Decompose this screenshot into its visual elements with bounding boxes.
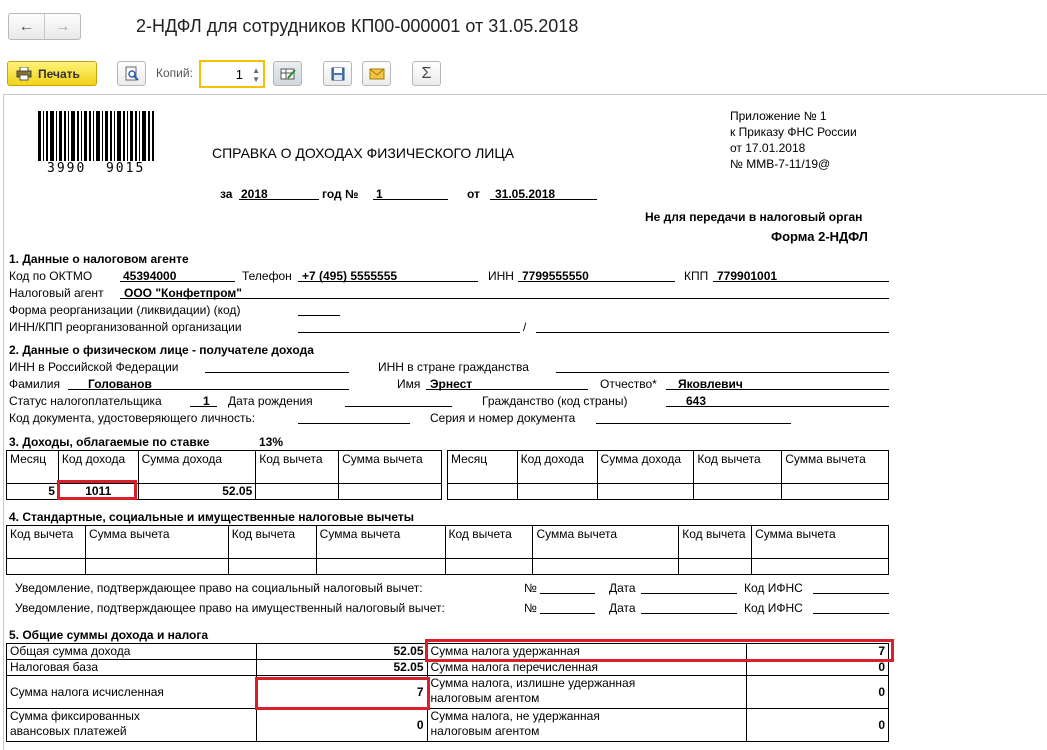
col-header: Сумма вычета <box>339 451 442 484</box>
patronymic-label: Отчество* <box>600 377 657 391</box>
income-month: 5 <box>7 484 59 500</box>
status-value: 1 <box>203 394 210 408</box>
print-button-label: Печать <box>38 66 80 81</box>
total-income-label: Общая сумма дохода <box>7 644 257 660</box>
notice-no-label: № <box>524 601 537 615</box>
tax-base-label: Налоговая база <box>7 660 257 676</box>
reorg-inn-label: ИНН/КПП реорганизованной организации <box>9 320 242 334</box>
for-label: за <box>220 187 233 201</box>
over-withheld-value: 0 <box>747 676 889 709</box>
section-4-title: 4. Стандартные, социальные и имущественные налоговые вычеты <box>9 510 414 524</box>
notice-ifns-label: Код ИФНС <box>744 581 803 595</box>
inn-rf-label: ИНН в Российской Федерации <box>9 360 179 374</box>
col-header: Сумма вычета <box>782 451 889 484</box>
section-1-title: 1. Данные о налоговом агенте <box>9 252 189 266</box>
sum-button[interactable] <box>412 61 441 86</box>
agent-label: Налоговый агент <box>9 286 104 300</box>
save-button[interactable] <box>323 61 352 86</box>
arrow-right-icon: → <box>54 17 71 35</box>
tax-base-value: 52.05 <box>256 660 427 676</box>
from-label: от <box>467 187 480 201</box>
not-withheld-label-line: налоговым агентом <box>430 724 540 738</box>
barcode-icon <box>38 111 154 161</box>
col-header: Код дохода <box>58 451 138 484</box>
not-withheld-label <box>427 709 747 742</box>
deductions-table <box>6 525 889 575</box>
highlight-income-code <box>57 480 137 500</box>
table-row <box>7 559 889 575</box>
withheld-label: Сумма налога удержанная <box>427 644 747 660</box>
report-year: 2018 <box>241 187 268 201</box>
kpp-label: КПП <box>684 269 709 283</box>
col-header: Сумма вычета <box>316 526 445 559</box>
name-label: Имя <box>397 377 421 391</box>
envelope-icon <box>369 68 385 80</box>
copies-spinner-icon[interactable]: ▲ ▼ <box>252 66 260 84</box>
kpp-value: 779901001 <box>717 269 778 283</box>
notice-social-label: Уведомление, подтверждающее право на социальный налоговый вычет: <box>15 581 423 595</box>
income-table-right <box>447 450 889 500</box>
oktmo-value: 45394000 <box>123 269 177 283</box>
appendix-line: № ММВ-7-11/19@ <box>730 157 831 171</box>
forward-button[interactable] <box>44 14 80 39</box>
inn-country-label: ИНН в стране гражданства <box>378 360 529 374</box>
over-withheld-label-line: налоговым агентом <box>430 691 540 705</box>
phone-value: +7 (495) 5555555 <box>302 269 398 283</box>
col-header: Код вычета <box>256 451 339 484</box>
back-button[interactable] <box>9 14 44 39</box>
tax-calc-value: 7 <box>256 676 427 709</box>
income-code: 1011 <box>58 484 138 500</box>
deduction-code-cell <box>256 484 339 500</box>
sigma-icon: Σ <box>421 64 432 82</box>
col-header: Код вычета <box>694 451 782 484</box>
not-withheld-value: 0 <box>747 709 889 742</box>
over-withheld-label <box>427 676 747 709</box>
total-income-value: 52.05 <box>256 644 427 660</box>
appendix-line: Приложение № 1 <box>730 109 827 123</box>
appendix-note <box>730 108 857 172</box>
col-header: Код вычета <box>7 526 86 559</box>
doc-series-label: Серия и номер документа <box>430 411 576 425</box>
col-header: Сумма вычета <box>533 526 679 559</box>
navigation-buttons <box>8 13 81 40</box>
window-title: 2-НДФЛ для сотрудников КП00-000001 от 31.05.2018 <box>136 16 579 36</box>
floppy-disk-icon <box>331 67 345 81</box>
col-header: Сумма вычета <box>85 526 228 559</box>
highlight-tax-calculated <box>255 677 430 710</box>
print-button[interactable] <box>7 61 97 86</box>
tax-rate: 13% <box>259 435 284 449</box>
inn-value: 7799555550 <box>522 269 589 283</box>
number-label: год № <box>322 187 359 201</box>
col-header: Код вычета <box>679 526 752 559</box>
reorg-form-label: Форма реорганизации (ликвидации) (код) <box>9 303 241 317</box>
toolbar <box>0 60 1047 88</box>
barcode-number: 3990 9015 <box>47 161 146 176</box>
citizenship-value: 643 <box>686 394 707 408</box>
fixed-payments-label-line: Сумма фиксированных <box>10 709 140 723</box>
income-amount: 52.05 <box>138 484 256 500</box>
notice-ifns-label: Код ИФНС <box>744 601 803 615</box>
fixed-payments-label-line: авансовых платежей <box>10 724 127 738</box>
col-header: Месяц <box>448 451 518 484</box>
edit-mode-button[interactable] <box>273 61 302 86</box>
transferred-value: 0 <box>747 660 889 676</box>
copies-label: Копий: <box>156 66 193 80</box>
col-header: Код вычета <box>445 526 533 559</box>
fixed-payments-value: 0 <box>256 709 427 742</box>
not-for-transfer: Не для передачи в налоговый орган <box>645 210 863 224</box>
section-5-title: 5. Общие суммы дохода и налога <box>9 628 209 642</box>
printer-icon <box>16 67 32 81</box>
highlight-tax-withheld <box>425 639 894 662</box>
inn-label: ИНН <box>488 269 514 283</box>
section-2-title: 2. Данные о физическом лице - получателе дохода <box>9 343 314 357</box>
notice-no-label: № <box>524 581 537 595</box>
col-header: Сумма дохода <box>138 451 256 484</box>
col-header: Сумма вычета <box>752 526 889 559</box>
table-edit-icon <box>280 67 296 81</box>
col-header: Код дохода <box>517 451 597 484</box>
transferred-label: Сумма налога перечисленная <box>427 660 747 676</box>
document-title: СПРАВКА О ДОХОДАХ ФИЗИЧЕСКОГО ЛИЦА <box>212 145 515 161</box>
notice-property-label: Уведомление, подтверждающее право на имущественный налоговый вычет: <box>15 601 445 615</box>
copies-input[interactable] <box>199 60 265 88</box>
send-email-button[interactable] <box>362 61 391 86</box>
col-header: Сумма дохода <box>597 451 694 484</box>
appendix-line: от 17.01.2018 <box>730 141 806 155</box>
surname-label: Фамилия <box>9 377 60 391</box>
col-header: Код вычета <box>228 526 316 559</box>
withheld-value: 7 <box>747 644 889 660</box>
tax-calc-label: Сумма налога исчисленная <box>7 676 257 709</box>
oktmo-label: Код по ОКТМО <box>9 269 93 283</box>
phone-label: Телефон <box>242 269 292 283</box>
arrow-left-icon: ← <box>18 17 35 35</box>
fixed-payments-label <box>7 709 257 742</box>
agent-value: ООО "Конфетпром" <box>124 286 242 300</box>
magnifier-page-icon <box>124 66 140 82</box>
form-name: Форма 2-НДФЛ <box>771 229 868 244</box>
preview-button[interactable] <box>117 61 146 86</box>
name-value: Эрнест <box>430 377 473 391</box>
col-header: Месяц <box>7 451 59 484</box>
slash-separator: / <box>523 320 527 334</box>
notice-date-label: Дата <box>609 601 636 615</box>
copies-value: 1 <box>235 66 243 82</box>
report-date: 31.05.2018 <box>495 187 556 201</box>
appendix-line: к Приказу ФНС России <box>730 125 857 139</box>
doc-code-label: Код документа, удостоверяющего личность: <box>9 411 256 425</box>
not-withheld-label-line: Сумма налога, не удержанная <box>430 709 600 723</box>
birth-date-label: Дата рождения <box>228 394 313 408</box>
notice-date-label: Дата <box>609 581 636 595</box>
deduction-amount-cell <box>339 484 442 500</box>
citizenship-label: Гражданство (код страны) <box>482 394 628 408</box>
section-3-title: 3. Доходы, облагаемые по ставке <box>9 435 210 449</box>
over-withheld-label-line: Сумма налога, излишне удержанная <box>430 676 636 690</box>
status-label: Статус налогоплательщика <box>9 394 162 408</box>
table-row <box>448 484 889 500</box>
report-number: 1 <box>376 187 383 201</box>
patronymic-value: Яковлевич <box>678 377 743 391</box>
surname-value: Голованов <box>88 377 152 391</box>
